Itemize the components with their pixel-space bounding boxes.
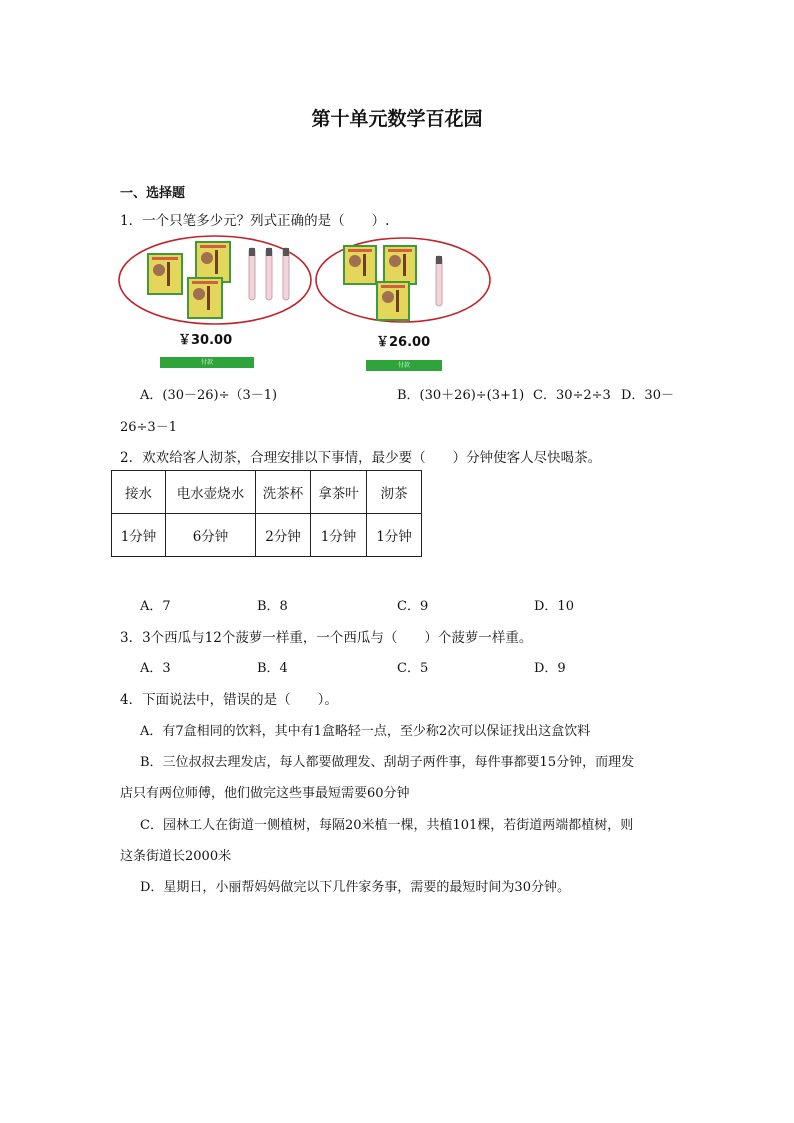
table-header-cell: 接水	[112, 471, 166, 514]
table-header-cell: 电水壶烧水	[166, 471, 256, 514]
q3-option-d: D．9	[534, 661, 566, 676]
q4-option-b-continued: 店只有两位师傅，他们做完这些事最短需要60分钟	[120, 786, 410, 801]
question-4-text: 4．下面说法中，错误的是（ ）。	[120, 692, 338, 708]
q1-option-a: A．(30－26)÷（3－1)	[140, 388, 278, 403]
left-pay-button: 付款	[160, 357, 254, 368]
pen-icon	[249, 248, 255, 300]
q2-option-c: C．9	[397, 599, 429, 614]
page-title: 第十单元数学百花园	[311, 108, 483, 130]
section-title: 一、选择题	[120, 186, 186, 201]
right-price: ￥26.00	[376, 335, 431, 350]
table-cell: 1分钟	[367, 514, 422, 557]
book-icon	[148, 254, 182, 294]
pen-icon	[266, 248, 272, 300]
q3-option-b: B．4	[257, 661, 288, 676]
q4-option-a: A．有7盒相同的饮料，其中有1盒略轻一点，至少称2次可以保证找出这盒饮料	[140, 724, 591, 739]
book-icon	[196, 242, 230, 282]
book-icon	[344, 246, 376, 284]
q4-option-b: B．三位叔叔去理发店，每人都要做理发、刮胡子两件事，每件事都要15分钟，而理发	[140, 755, 635, 770]
book-icon	[377, 282, 409, 320]
q1-option-b: B．(30＋26)÷(3+1)	[397, 388, 525, 403]
book-icon	[188, 278, 222, 318]
question-2-text: 2．欢欢给客人沏茶，合理安排以下事情，最少要（ ）分钟使客人尽快喝茶。	[120, 450, 602, 466]
question-3-text: 3．3个西瓜与12个菠萝一样重，一个西瓜与（ ）个菠萝一样重。	[120, 630, 533, 646]
table-header-row	[112, 471, 422, 514]
table-cell: 6分钟	[166, 514, 256, 557]
pen-icon	[283, 248, 289, 300]
q4-option-c: C．园林工人在街道一侧植树，每隔20米植一棵，共植101棵，若街道两端都植树，则	[140, 818, 634, 833]
q3-option-a: A．3	[140, 661, 171, 676]
q2-option-b: B．8	[257, 599, 288, 614]
table-row	[112, 514, 422, 557]
q1-option-c: C．30÷2÷3	[533, 388, 611, 403]
table-cell: 1分钟	[112, 514, 166, 557]
table-header-cell: 拿茶叶	[311, 471, 367, 514]
q1-option-d-continued: 26÷3－1	[120, 420, 177, 435]
tea-steps-table	[111, 470, 422, 557]
table-header-cell: 洗茶杯	[256, 471, 311, 514]
book-icon	[384, 246, 416, 284]
q1-option-d: D．30－	[621, 388, 674, 403]
question-1-figure	[115, 234, 515, 374]
question-1-text: 1．一个只笔多少元？列式正确的是（ ）.	[120, 213, 390, 229]
left-price: ￥30.00	[178, 333, 233, 348]
right-pay-button: 付款	[366, 360, 442, 371]
table-header-cell: 沏茶	[367, 471, 422, 514]
pen-icon	[436, 256, 442, 306]
q4-option-c-continued: 这条街道长2000米	[120, 849, 232, 864]
q4-option-d: D．星期日，小丽帮妈妈做完以下几件家务事，需要的最短时间为30分钟。	[140, 880, 570, 895]
table-cell: 2分钟	[256, 514, 311, 557]
q2-option-a: A．7	[140, 599, 171, 614]
q3-option-c: C．5	[397, 661, 429, 676]
table-cell: 1分钟	[311, 514, 367, 557]
q2-option-d: D．10	[534, 599, 574, 614]
